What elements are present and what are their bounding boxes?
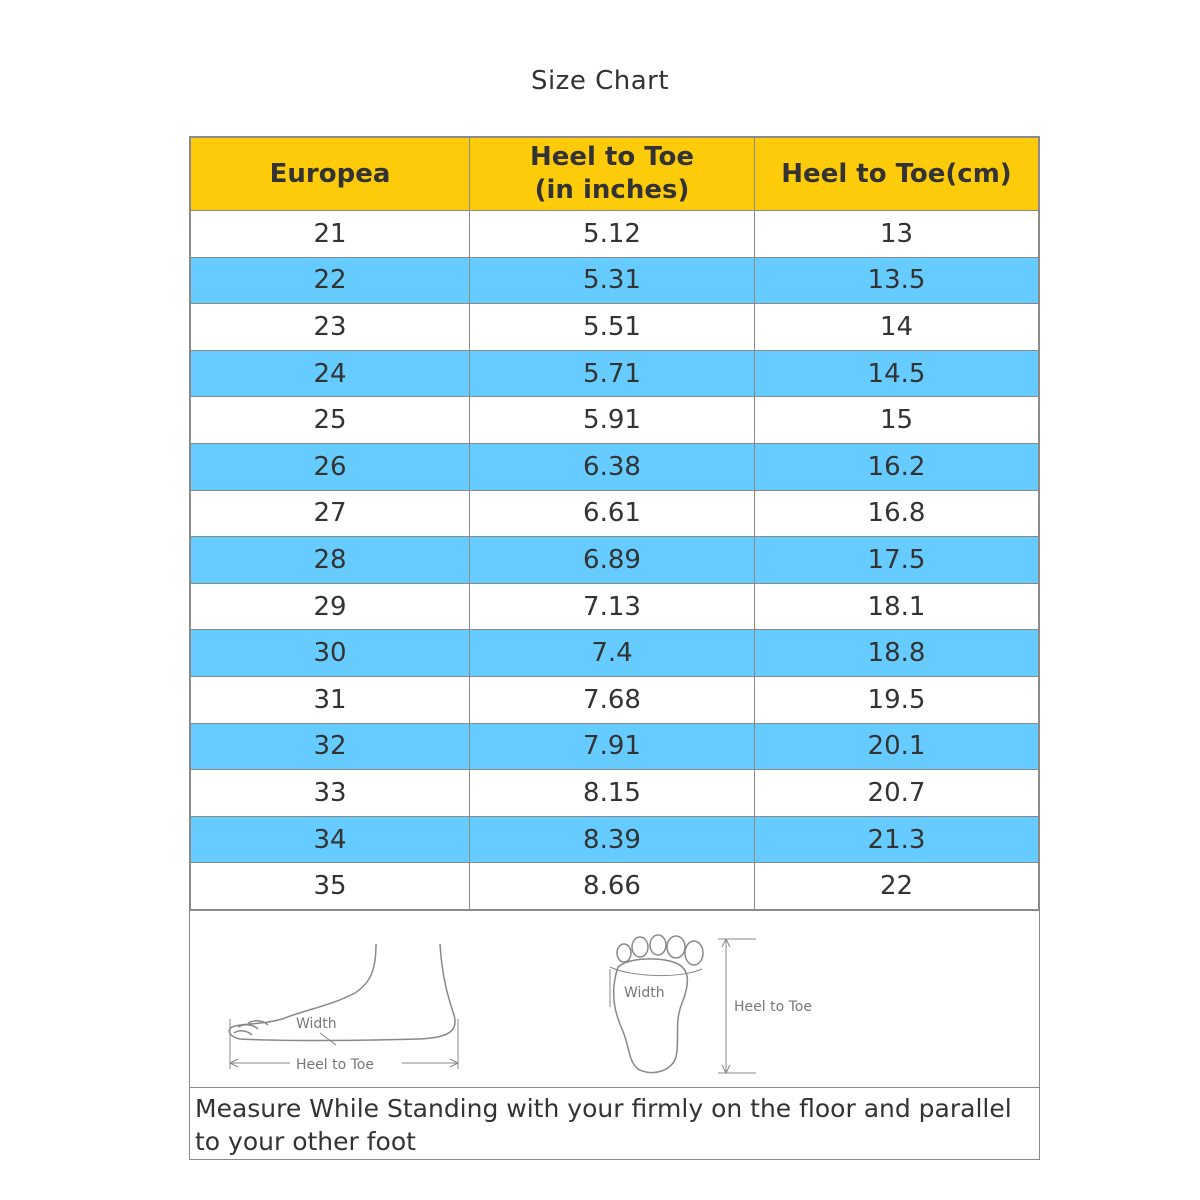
side-foot-icon [229,944,458,1069]
cell-eu-size: 26 [191,443,470,490]
cell-cm: 13.5 [755,257,1039,304]
cell-inches: 7.91 [470,723,755,770]
cell-inches: 5.91 [470,397,755,444]
header-heel-to-toe-cm [755,138,1039,211]
cell-eu-size: 25 [191,397,470,444]
side-length-label: Heel to Toe [296,1056,374,1073]
cell-cm: 16.8 [755,490,1039,537]
cell-inches: 6.89 [470,537,755,584]
cell-eu-size: 24 [191,350,470,397]
cell-eu-size: 28 [191,537,470,584]
size-table [190,137,1039,910]
cell-cm: 21.3 [755,816,1039,863]
cell-inches: 8.39 [470,816,755,863]
cell-eu-size: 30 [191,630,470,677]
table-row [191,630,1039,677]
cell-eu-size: 23 [191,304,470,351]
foot-diagrams [190,911,1039,1087]
cell-inches: 5.12 [470,211,755,258]
cell-cm: 18.8 [755,630,1039,677]
cell-cm: 16.2 [755,443,1039,490]
cell-eu-size: 27 [191,490,470,537]
cell-eu-size: 31 [191,676,470,723]
table-row [191,816,1039,863]
header-heel-to-toe-inches [470,138,755,211]
top-width-label: Width [624,984,665,1001]
table-row [191,583,1039,630]
cell-eu-size: 22 [191,257,470,304]
size-chart-sheet [189,136,1040,1160]
table-row [191,257,1039,304]
cell-cm: 17.5 [755,537,1039,584]
table-row [191,211,1039,258]
table-row [191,537,1039,584]
cell-cm: 18.1 [755,583,1039,630]
table-row [191,676,1039,723]
table-row [191,490,1039,537]
table-row [191,443,1039,490]
cell-eu-size: 29 [191,583,470,630]
cell-inches: 5.31 [470,257,755,304]
table-row [191,350,1039,397]
header-cm-label: Heel to Toe(cm) [781,158,1012,189]
header-eu-size [191,138,470,211]
cell-inches: 8.15 [470,770,755,817]
cell-eu-size: 21 [191,211,470,258]
cell-inches: 6.38 [470,443,755,490]
cell-eu-size: 34 [191,816,470,863]
cell-cm: 13 [755,211,1039,258]
cell-inches: 7.4 [470,630,755,677]
cell-inches: 7.68 [470,676,755,723]
cell-inches: 6.61 [470,490,755,537]
cell-cm: 20.7 [755,770,1039,817]
cell-cm: 15 [755,397,1039,444]
table-row [191,723,1039,770]
cell-cm: 14.5 [755,350,1039,397]
cell-inches: 5.71 [470,350,755,397]
cell-inches: 8.66 [470,863,755,910]
cell-cm: 22 [755,863,1039,910]
table-row [191,304,1039,351]
top-length-label: Heel to Toe [734,998,812,1015]
cell-eu-size: 32 [191,723,470,770]
side-width-label: Width [296,1015,337,1032]
measurement-figures [190,910,1039,1087]
cell-eu-size: 35 [191,863,470,910]
cell-cm: 14 [755,304,1039,351]
table-row [191,397,1039,444]
table-row [191,863,1039,910]
cell-eu-size: 33 [191,770,470,817]
page-title: Size Chart [530,66,670,96]
header-inches-label: Heel to Toe (in inches) [529,142,695,205]
cell-cm: 20.1 [755,723,1039,770]
header-row [191,138,1039,211]
header-eu-size-label: Europea [269,158,391,189]
measurement-note: Measure While Standing with your firmly on the floor and parallel to your other foot [190,1087,1039,1159]
cell-inches: 5.51 [470,304,755,351]
table-row [191,770,1039,817]
cell-cm: 19.5 [755,676,1039,723]
cell-inches: 7.13 [470,583,755,630]
